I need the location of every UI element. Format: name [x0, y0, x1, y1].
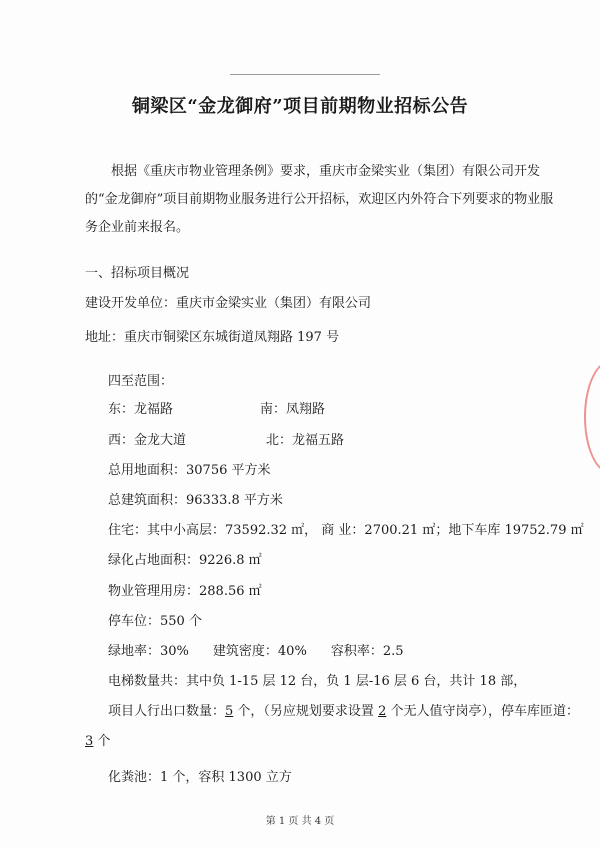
building-density: 建筑密度：40% [212, 644, 307, 659]
top-rule [230, 74, 380, 75]
ratio-line [108, 640, 404, 659]
boundary-north: 北：龙福五路 [266, 433, 345, 448]
address-line: 地址：重庆市铜梁区东城街道凤翔路 197 号 [85, 330, 340, 345]
exit-line [108, 700, 579, 719]
ramp-line [85, 730, 110, 749]
build-area-line: 总建筑面积：96333.8 平方米 [108, 493, 283, 508]
exit-text: 个，（另应规划要求设置 [233, 704, 379, 719]
booth-count: 2 [378, 704, 387, 719]
land-area-line: 总用地面积：30756 平方米 [108, 463, 271, 478]
exit-label: 项目人行出口数量： [108, 704, 226, 719]
boundary-south: 南：凤翔路 [260, 402, 326, 417]
page-footer: 第 1 页 共 4 页 [265, 816, 335, 827]
page-title: 铜梁区“金龙御府”项目前期物业招标公告 [131, 96, 469, 117]
exit-count: 5 [225, 704, 234, 719]
elevator-line: 电梯数量共：其中负 1-15 层 12 台，负 1 层-16 层 6 台，共计 18 部， [108, 674, 527, 689]
green-area-line: 绿化占地面积：9226.8 ㎡ [108, 553, 262, 568]
ramp-unit: 个 [93, 734, 111, 749]
floor-area-ratio: 容积率：2.5 [330, 644, 404, 659]
residential-line: 住宅：其中小高层：73592.32 ㎡， 商 业：2700.21 ㎡；地下车库 19752.79 ㎡ [108, 523, 584, 538]
mgmt-room-line: 物业管理用房：288.56 ㎡ [108, 584, 262, 599]
scope-label: 四至范围： [108, 374, 174, 389]
intro-paragraph: 根据《重庆市物业管理条例》要求，重庆市金梁实业（集团）有限公司开发的“金龙御府”项目前期物业服务进行公开招标，欢迎区内外符合下列要求的物业服务企业前来报名。 [85, 164, 554, 235]
developer-line: 建设开发单位：重庆市金梁实业（集团）有限公司 [85, 296, 372, 311]
red-seal-mark [584, 360, 600, 474]
section-heading: 一、招标项目概况 [85, 266, 190, 281]
boundary-east: 东：龙福路 [108, 402, 174, 417]
green-ratio: 绿地率：30% [108, 644, 189, 659]
septic-line: 化粪池：1 个，容积 1300 立方 [108, 770, 292, 785]
ramp-count: 3 [85, 734, 94, 749]
parking-line: 停车位：550 个 [108, 614, 202, 629]
boundary-west: 西：金龙大道 [108, 433, 187, 448]
ramp-label: 个无人值守岗亭），停车库匝道： [386, 704, 579, 719]
